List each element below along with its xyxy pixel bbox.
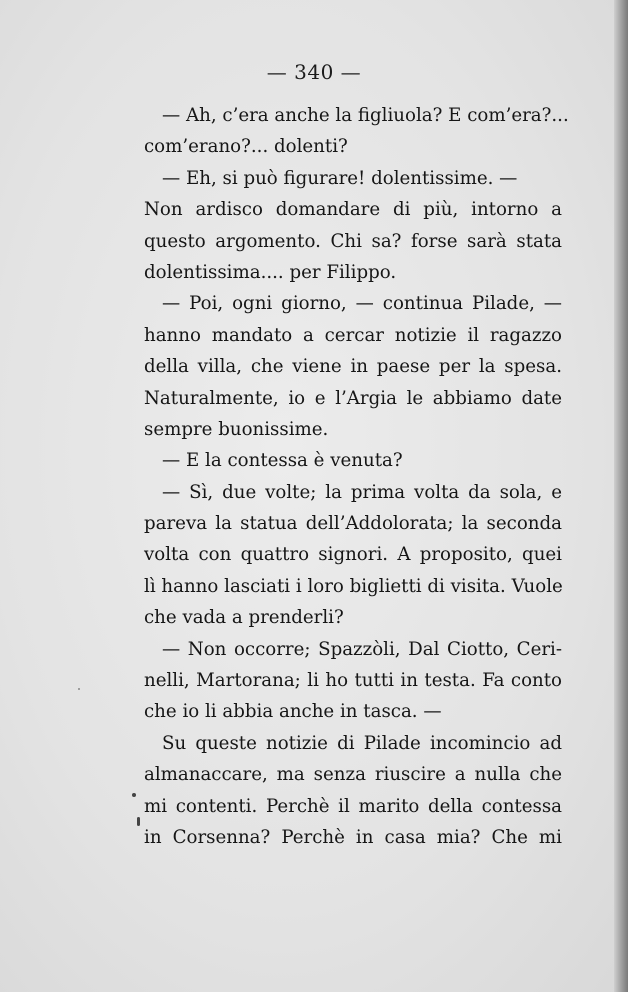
- text-line: Naturalmente, io e l’Argia le abbiamo date: [144, 387, 562, 409]
- paper-speck: [132, 793, 136, 797]
- text-line: lì hanno lasciati i loro biglietti di visita. Vuole: [144, 575, 563, 597]
- text-line: che vada a prenderli?: [144, 607, 344, 629]
- text-line: Non ardisco domandare di più, intorno a: [144, 199, 562, 221]
- text-line: — Poi, ogni giorno, — continua Pilade, —: [162, 293, 562, 315]
- text-line: mi contenti. Perchè il marito della contessa: [144, 795, 562, 817]
- text-line: almanaccare, ma senza riuscire a nulla che: [144, 764, 562, 786]
- text-line: — Non occorre; Spazzòli, Dal Ciotto, Ceri-: [162, 638, 562, 660]
- text-line: — E la contessa è venuta?: [162, 450, 403, 472]
- text-line: hanno mandato a cercar notizie il ragazzo: [144, 324, 562, 346]
- text-line: com’erano?... dolenti?: [144, 136, 348, 158]
- text-line: — Ah, c’era anche la figliuola? E com’era?...: [162, 105, 569, 126]
- text-line: volta con quattro signori. A proposito, quei: [144, 544, 562, 566]
- text-line: questo argomento. Chi sa? forse sarà stata: [144, 230, 562, 252]
- paper-speck: [78, 688, 80, 690]
- text-line: pareva la statua dell’Addolorata; la seconda: [144, 513, 562, 535]
- text-line: sempre buonissime.: [144, 418, 329, 440]
- page-edge-shadow: [614, 0, 628, 992]
- text-line: — Eh, si può figurare! dolentissime. —: [162, 167, 518, 189]
- text-line: in Corsenna? Perchè in casa mia? Che mi: [144, 826, 562, 848]
- text-line: della villa, che viene in paese per la spesa.: [144, 356, 562, 378]
- text-line: — Sì, due volte; la prima volta da sola, e: [162, 481, 562, 503]
- text-line: dolentissima.... per Filippo.: [144, 261, 397, 283]
- text-line: nelli, Martorana; li ho tutti in testa. Fa conto: [144, 670, 562, 692]
- text-line: che io li abbia anche in tasca. —: [144, 701, 442, 723]
- paper-speck: [137, 817, 140, 826]
- page-body-text: [144, 100, 569, 853]
- text-line: Su queste notizie di Pilade incomincio ad: [162, 732, 562, 754]
- page-number: — 340 —: [266, 60, 362, 84]
